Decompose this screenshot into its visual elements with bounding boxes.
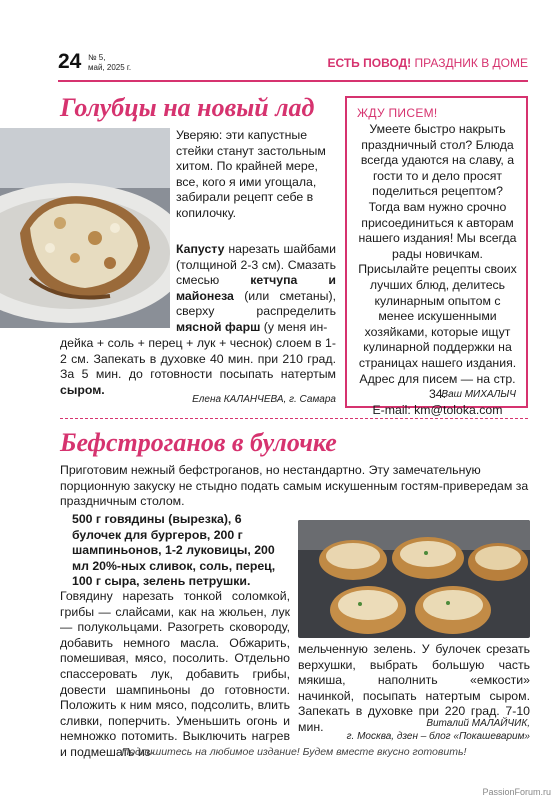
subscribe-footer: Подпишитесь на любимое издание! Будем вместе вкусно готовить! [121,746,467,758]
body-text: дейка + соль + перец + лук + чеснок) слоем в 1-2 см. Запекать в духовке 40 мин. при 210 град. За 5 мин. до готовности посыпать натертым [60,336,336,382]
bold-ketchup: кетчупа и майонеза [176,273,336,303]
signature-place: г. Москва, дзен – блог «Покашеварим» [346,731,530,742]
article2-signature [298,717,530,743]
body-text: нарезать шайбами (толщиной 2-3 см). Смазать смесью [176,242,336,288]
section-divider [60,418,528,419]
article1-body-bottom [60,336,336,398]
signature-name: Виталий МАЛАЙЧИК, [426,718,530,729]
stuffed-buns-photo [298,520,530,638]
bold-mince: мясной фарш [176,319,261,334]
article1-signature: Елена КАЛАНЧЕВА, г. Самара [192,394,336,405]
bold-cabbage: Капусту [176,242,225,256]
issue-info [88,53,131,73]
article2-method-right: мельченную зелень. У булочек срезать верхушки, выбрать большую часть мякиша, наполнить «емкости» начинкой, посыпать натертым сыром. Запекать в духовке при 220 град. 7-10 мин. [298,642,530,734]
article2-ingredients: 500 г говядины (вырезка), 6 булочек для бургеров, 200 г шампиньонов, 1-2 луковицы, 200 мл 20%-ных сливок, соль, перец, 100 г сыра, зелень петрушки. [72,512,276,589]
sidebar-body: Умеете быстро накрыть праздничный стол? Блюда всегда удаются на славу, а гости то и дело просят поделиться рецептом? Тогда вам нужно срочно присоединиться к авторам нашего издания! Мы всегда рады новичкам. Присылайте рецепты своих лучших блюд, делитесь кулинарным опытом с менее искушенными хозяйками, которые ищут кулинарной поддержки на страницах нашего издания. Адрес для писем — на стр. 34. [358,122,517,402]
bold-cheese: сыром. [60,382,105,397]
article1-title: Голубцы на новый лад [60,93,315,122]
page-number: 24 [58,50,82,73]
article1-body-top [176,242,336,336]
article1-intro: Уверяю: эти капустные стейки станут застольным хитом. По крайней мере, все, кого я ими угощала, забирали рецепт себе в копилочку. [176,128,326,220]
article2-title: Бефстроганов в булочке [60,428,337,457]
letters-sidebar [345,96,528,417]
article2-intro: Приготовим нежный бефстроганов, но нестандартно. Эту замечательную порционную закуску не стыдно подать самым искушенным гостям-привередам за праздничным столом. [60,463,529,509]
sidebar-title: ЖДУ ПИСЕМ! [357,106,438,120]
issue-number: № 5, [88,53,106,62]
page-header [58,50,528,78]
rubric-bold: ЕСТЬ ПОВОД! [327,56,412,70]
cabbage-steak-photo [0,128,170,328]
header-rule [58,80,528,82]
sidebar-email[interactable]: E-mail: km@toloka.com [372,402,503,417]
body-text: (у меня ин- [260,319,328,334]
sidebar-text [357,122,518,418]
watermark: PassionForum.ru [482,787,551,797]
rubric-title [327,56,528,70]
sidebar-signature: Ваш МИХАЛЫЧ [441,389,516,400]
rubric-rest: ПРАЗДНИК В ДОМЕ [411,56,528,70]
body-text: (или сметаны), сверху распределить [176,288,336,319]
article2-method-left: Говядину нарезать тонкой соломкой, грибы — слайсами, как на жюльен, лук — полукольцами. Разогреть сковороду, добавить немного масла. Обжарить, помешивая, мясо, посолить. Отдельно спассеровать лук, добавить грибы, довести шампиньоны до готовности. Положить к ним мясо, подсолить, влить сливки, поперчить. Уменьшить огонь и немножко потомить. Выключить нагрев и подмешать из- [60,589,290,759]
issue-date: май, 2025 г. [88,63,132,72]
